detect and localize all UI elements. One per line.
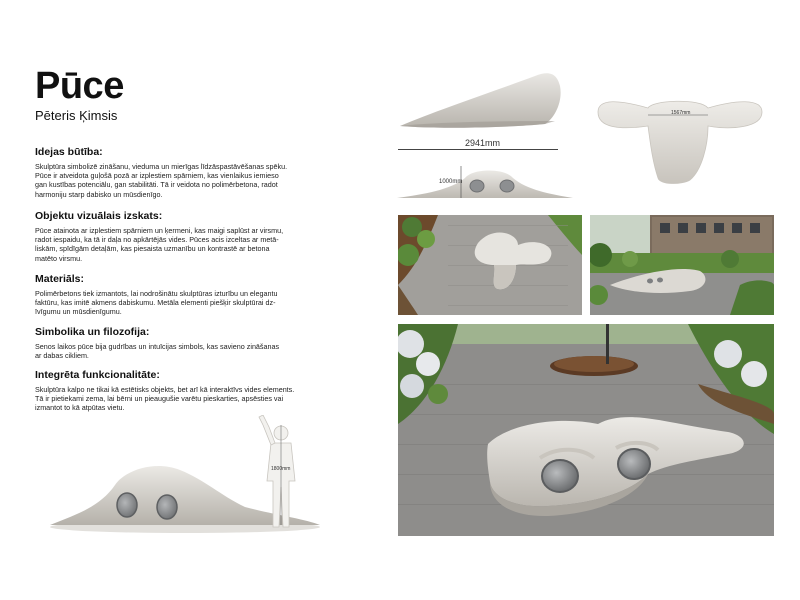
section-heading: Idejas būtība:: [35, 146, 103, 158]
section-appearance: [35, 210, 365, 263]
section-body: Polimērbetons tiek izmantots, lai nodrošinātu skulptūras izturību un elegantu faktūru, kas imitē akmens dabiskumu. Metāla elementi piešķir skulptūrai dz- īvīgumu un mūsdienīgumu.: [35, 289, 278, 317]
page-title: Pūce: [35, 65, 124, 107]
person-height-dimension-label: 1800mm: [271, 466, 291, 472]
section-heading: Integrēta funkcionalitāte:: [35, 369, 160, 381]
section-functionality: [35, 369, 365, 413]
render-closeup-photo: [398, 324, 774, 536]
sculpture-top-view: [590, 90, 770, 185]
section-body: Pūce atainota ar izplestiem spārniem un ķermeni, kas maigi saplūst ar virsmu, radot iespaidu, ka tā ir daļa no apkārtējās vides. Pūces acis izceltas ar metā- liskām, spīdīgām detaļām, kas piesaista uzmanību un kontrastē ar betona matēto virsmu.: [35, 226, 284, 263]
section-body: Senos laikos pūce bija gudrības un intuīcijas simbols, kas savieno zināšanas ar dabas cikliem.: [35, 342, 280, 361]
section-body: Skulptūra simbolizē zināšanu, vieduma un mierīgas līdzāspastāvēšanas spēku. Pūce ir atveidota guļošā pozā ar izplestiem spārniem, kas vienlaikus iemieso gan kustības potenciālu, gan stabilitāti. Tā ir veidota no polimērbetona, radot harmoniju starp dabisko un mūsdienīgo.: [35, 162, 288, 199]
section-symbolism: [35, 326, 365, 360]
section-material: [35, 273, 365, 317]
length-dimension-line: [398, 149, 558, 150]
section-heading: Objektu vizuālais izskats:: [35, 210, 163, 222]
sculpture-side-view: [395, 66, 575, 134]
section-heading: Simbolika un filozofija:: [35, 326, 150, 338]
height-dimension-label: 1000mm: [439, 179, 463, 185]
section-heading: Materiāls:: [35, 273, 85, 285]
length-dimension-label: 2941mm: [465, 138, 501, 148]
render-street-photo: [590, 215, 774, 315]
sculpture-front-view: [395, 160, 575, 202]
section-idea: [35, 146, 365, 199]
render-aerial-photo: [398, 215, 582, 315]
section-body: Skulptūra kalpo ne tikai kā estētisks objekts, bet arī kā interaktīvs vides elements. Tā ir pietiekami zema, lai bērni un pieaugušie varētu pieskarties, apsēsties vai izmantot to kā atpūtas vietu.: [35, 385, 295, 413]
author-name: Pēteris Ķimsis: [35, 108, 118, 123]
width-dimension-label: 1567mm: [671, 110, 691, 116]
sculpture-scale-view: [45, 415, 325, 535]
